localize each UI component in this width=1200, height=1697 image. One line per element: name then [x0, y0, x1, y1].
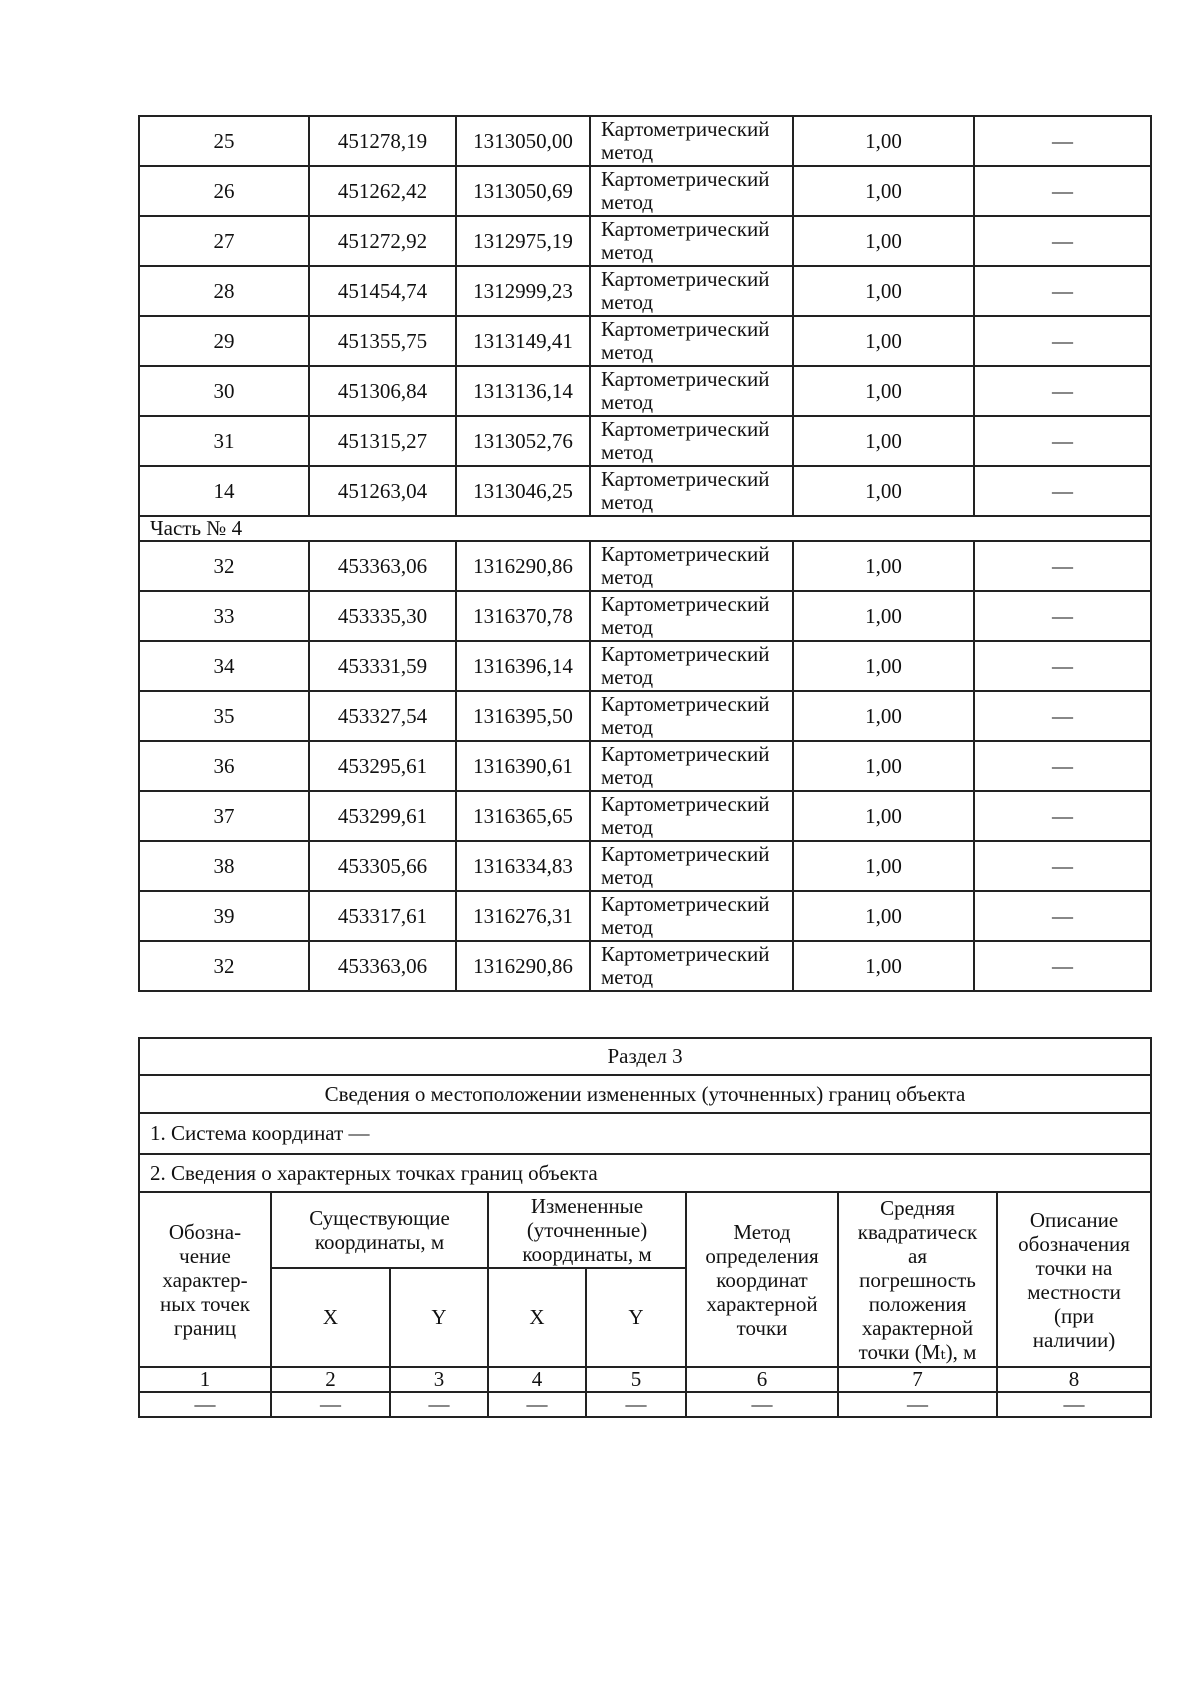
x-coordinate-cell: 453327,54 [309, 691, 456, 741]
x-coordinate-cell: 453363,06 [309, 541, 456, 591]
x-coordinate-cell: 453335,30 [309, 591, 456, 641]
empty-cell: — [586, 1392, 686, 1417]
y-coordinate-cell: 1316290,86 [456, 941, 590, 991]
table-row [139, 591, 1151, 641]
column-number: 7 [838, 1367, 997, 1392]
column-number: 2 [271, 1367, 390, 1392]
description-cell: — [974, 891, 1151, 941]
y-coordinate-cell: 1316396,14 [456, 641, 590, 691]
accuracy-cell: 1,00 [793, 466, 974, 516]
method-cell: Картометрический метод [590, 316, 793, 366]
accuracy-cell: 1,00 [793, 316, 974, 366]
description-cell: — [974, 216, 1151, 266]
accuracy-cell: 1,00 [793, 941, 974, 991]
points-heading: 2. Сведения о характерных точках границ объекта [139, 1154, 1151, 1192]
y-coordinate-cell: 1313050,69 [456, 166, 590, 216]
accuracy-cell: 1,00 [793, 366, 974, 416]
table-row [139, 216, 1151, 266]
y-coordinate-cell: 1316276,31 [456, 891, 590, 941]
y-coordinate-cell: 1313136,14 [456, 366, 590, 416]
header-existing-y: Y [390, 1268, 488, 1367]
description-cell: — [974, 116, 1151, 166]
header-point-designation [139, 1192, 271, 1367]
point-number-cell: 36 [139, 741, 309, 791]
accuracy-cell: 1,00 [793, 266, 974, 316]
point-number-cell: 37 [139, 791, 309, 841]
method-cell: Картометрический метод [590, 541, 793, 591]
point-number-cell: 30 [139, 366, 309, 416]
header-description [997, 1192, 1151, 1367]
y-coordinate-cell: 1316334,83 [456, 841, 590, 891]
x-coordinate-cell: 451355,75 [309, 316, 456, 366]
y-coordinate-cell: 1313050,00 [456, 116, 590, 166]
y-coordinate-cell: 1316390,61 [456, 741, 590, 791]
description-cell: — [974, 941, 1151, 991]
accuracy-cell: 1,00 [793, 591, 974, 641]
table-row [139, 541, 1151, 591]
method-cell: Картометрический метод [590, 366, 793, 416]
table-row [139, 941, 1151, 991]
header-existing-coords-text: Существующие координаты, м [309, 1206, 450, 1254]
table-row [139, 316, 1151, 366]
table-row [139, 791, 1151, 841]
table-row [139, 841, 1151, 891]
x-coordinate-cell: 453305,66 [309, 841, 456, 891]
table-row [139, 366, 1151, 416]
column-number: 6 [686, 1367, 838, 1392]
section-title: Сведения о местоположении измененных (уточненных) границ объекта [139, 1075, 1151, 1113]
header-point-designation-text: Обозна- чение характер- ных точек границ [159, 1219, 251, 1340]
method-cell: Картометрический метод [590, 741, 793, 791]
accuracy-cell: 1,00 [793, 166, 974, 216]
empty-cell: — [838, 1392, 997, 1417]
x-coordinate-cell: 451454,74 [309, 266, 456, 316]
table-row [139, 416, 1151, 466]
header-changed-y: Y [586, 1268, 686, 1367]
description-cell: — [974, 266, 1151, 316]
point-number-cell: 32 [139, 941, 309, 991]
description-cell: — [974, 741, 1151, 791]
method-cell: Картометрический метод [590, 841, 793, 891]
point-number-cell: 29 [139, 316, 309, 366]
description-cell: — [974, 691, 1151, 741]
table-row [139, 691, 1151, 741]
accuracy-cell: 1,00 [793, 541, 974, 591]
column-number: 8 [997, 1367, 1151, 1392]
method-cell: Картометрический метод [590, 116, 793, 166]
x-coordinate-cell: 453295,61 [309, 741, 456, 791]
point-number-cell: 25 [139, 116, 309, 166]
method-cell: Картометрический метод [590, 416, 793, 466]
method-cell: Картометрический метод [590, 466, 793, 516]
point-number-cell: 27 [139, 216, 309, 266]
point-number-cell: 28 [139, 266, 309, 316]
method-cell: Картометрический метод [590, 941, 793, 991]
column-number: 3 [390, 1367, 488, 1392]
section-label: Раздел 3 [139, 1038, 1151, 1075]
accuracy-cell: 1,00 [793, 216, 974, 266]
header-changed-x: X [488, 1268, 586, 1367]
empty-cell: — [139, 1392, 271, 1417]
part-row [139, 516, 1151, 541]
header-existing-x: X [271, 1268, 390, 1367]
y-coordinate-cell: 1312999,23 [456, 266, 590, 316]
coordinates-table-body [139, 116, 1151, 991]
y-coordinate-cell: 1316290,86 [456, 541, 590, 591]
x-coordinate-cell: 453363,06 [309, 941, 456, 991]
point-number-cell: 38 [139, 841, 309, 891]
accuracy-cell: 1,00 [793, 891, 974, 941]
method-cell: Картометрический метод [590, 691, 793, 741]
table-row [139, 166, 1151, 216]
method-cell: Картометрический метод [590, 591, 793, 641]
header-method [686, 1192, 838, 1367]
header-accuracy-text: Средняя квадратическ ая погрешность положения характерной точки (Mₜ), м [857, 1195, 978, 1364]
empty-cell: — [271, 1392, 390, 1417]
description-cell: — [974, 466, 1151, 516]
point-number-cell: 26 [139, 166, 309, 216]
x-coordinate-cell: 453331,59 [309, 641, 456, 691]
empty-cell: — [488, 1392, 586, 1417]
header-changed-coords [488, 1192, 686, 1268]
y-coordinate-cell: 1313046,25 [456, 466, 590, 516]
table-row [139, 466, 1151, 516]
method-cell: Картометрический метод [590, 641, 793, 691]
x-coordinate-cell: 451262,42 [309, 166, 456, 216]
accuracy-cell: 1,00 [793, 841, 974, 891]
y-coordinate-cell: 1313052,76 [456, 416, 590, 466]
section-3-table [138, 1037, 1152, 1418]
accuracy-cell: 1,00 [793, 691, 974, 741]
accuracy-cell: 1,00 [793, 416, 974, 466]
table-row [139, 116, 1151, 166]
y-coordinate-cell: 1313149,41 [456, 316, 590, 366]
point-number-cell: 35 [139, 691, 309, 741]
accuracy-cell: 1,00 [793, 791, 974, 841]
method-cell: Картометрический метод [590, 266, 793, 316]
x-coordinate-cell: 451278,19 [309, 116, 456, 166]
column-number: 4 [488, 1367, 586, 1392]
header-method-text: Метод определения координат характерной точки [705, 1219, 819, 1340]
coordinates-table [138, 115, 1152, 992]
description-cell: — [974, 416, 1151, 466]
point-number-cell: 34 [139, 641, 309, 691]
point-number-cell: 14 [139, 466, 309, 516]
x-coordinate-cell: 453299,61 [309, 791, 456, 841]
y-coordinate-cell: 1316370,78 [456, 591, 590, 641]
table-row [139, 266, 1151, 316]
point-number-cell: 32 [139, 541, 309, 591]
accuracy-cell: 1,00 [793, 741, 974, 791]
empty-cell: — [686, 1392, 838, 1417]
column-number: 5 [586, 1367, 686, 1392]
table-row [139, 891, 1151, 941]
point-number-cell: 39 [139, 891, 309, 941]
header-description-text: Описание обозначения точки на местности (при наличии) [1018, 1207, 1130, 1352]
y-coordinate-cell: 1316365,65 [456, 791, 590, 841]
x-coordinate-cell: 451315,27 [309, 416, 456, 466]
x-coordinate-cell: 451263,04 [309, 466, 456, 516]
description-cell: — [974, 591, 1151, 641]
header-existing-coords [271, 1192, 488, 1268]
point-number-cell: 31 [139, 416, 309, 466]
coordinate-system: 1. Система координат — [139, 1113, 1151, 1154]
method-cell: Картометрический метод [590, 216, 793, 266]
y-coordinate-cell: 1312975,19 [456, 216, 590, 266]
description-cell: — [974, 366, 1151, 416]
accuracy-cell: 1,00 [793, 116, 974, 166]
description-cell: — [974, 166, 1151, 216]
table-row [139, 741, 1151, 791]
description-cell: — [974, 791, 1151, 841]
x-coordinate-cell: 451272,92 [309, 216, 456, 266]
header-accuracy [838, 1192, 997, 1367]
x-coordinate-cell: 453317,61 [309, 891, 456, 941]
part-label: Часть № 4 [139, 516, 1151, 541]
description-cell: — [974, 541, 1151, 591]
method-cell: Картометрический метод [590, 166, 793, 216]
method-cell: Картометрический метод [590, 791, 793, 841]
x-coordinate-cell: 451306,84 [309, 366, 456, 416]
empty-cell: — [997, 1392, 1151, 1417]
method-cell: Картометрический метод [590, 891, 793, 941]
description-cell: — [974, 841, 1151, 891]
description-cell: — [974, 641, 1151, 691]
empty-cell: — [390, 1392, 488, 1417]
column-number: 1 [139, 1367, 271, 1392]
table-row [139, 641, 1151, 691]
description-cell: — [974, 316, 1151, 366]
y-coordinate-cell: 1316395,50 [456, 691, 590, 741]
point-number-cell: 33 [139, 591, 309, 641]
header-changed-coords-text: Измененные (уточненные) координаты, м [522, 1194, 652, 1266]
accuracy-cell: 1,00 [793, 641, 974, 691]
